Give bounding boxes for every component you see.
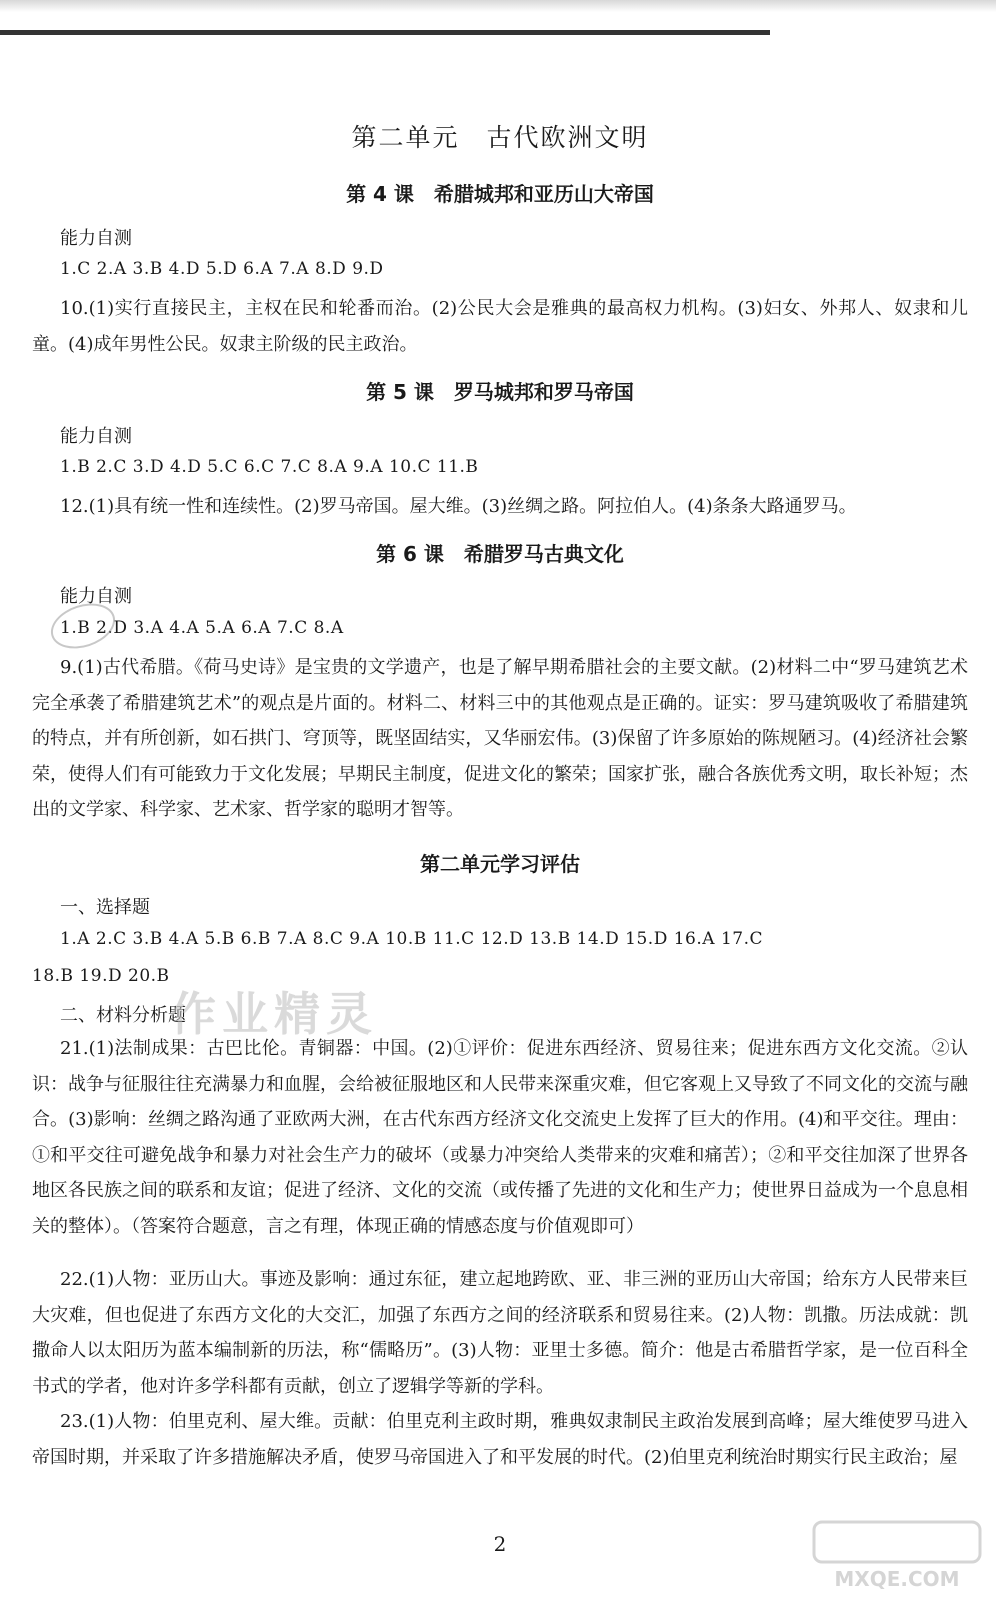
lesson-5-choice-answers: 1.B 2.C 3.D 4.D 5.C 6.C 7.C 8.A 9.A 10.C 11.B [60,457,479,477]
assessment-answers-line-1: 1.A 2.C 3.B 4.A 5.B 6.B 7.A 8.C 9.A 10.B 11.C 12.D 13.B 14.D 15.D 16.A 17.C [60,929,763,949]
lesson-6-choice-answers: 1.B 2.D 3.A 4.A 5.A 6.A 7.C 8.A [60,618,344,638]
lesson-6-q9: 9.(1)古代希腊。《荷马史诗》是宝贵的文学遗产，也是了解早期希腊社会的主要文献。(2)材料二中“罗马建筑艺术完全承袭了希腊建筑艺术”的观点是片面的。材料二、材料三中的其他观点是正确的。证实：罗马建筑吸收了希腊建筑的特点，并有所创新，如石拱门、穹顶等，既坚固结实，又华丽宏伟。(3)保留了许多原始的陈规陋习。(4)经济社会繁荣，使得人们有可能致力于文化发展；早期民主制度，促进文化的繁荣；国家扩张，融合各族优秀文明，取长补短；杰出的文学家、科学家、艺术家、哲学家的聪明才智等。 [32,657,968,820]
watermark-text: 作业精灵 [170,987,378,1041]
corner-watermark-logo [812,1520,982,1594]
assessment-section-material: 二、材料分析题 [60,1005,186,1026]
lesson-5-section: 能力自测 [60,426,132,447]
unit-title: 第二单元 古代欧洲文明 [351,123,649,152]
corner-watermark-text: MXQE.COM [834,1567,960,1591]
assessment-section-choice: 一、选择题 [60,897,150,918]
assessment-q21: 21.(1)法制成果：古巴比伦。青铜器：中国。(2)①评价：促进东西经济、贸易往来；促进东西方文化交流。②认识：战争与征服往往充满暴力和血腥，会给被征服地区和人民带来深重灾难，但它客观上又导致了不同文化的交流与融合。(3)影响：丝绸之路沟通了亚欧两大洲，在古代东西方经济文化交流史上发挥了巨大的作用。(4)和平交往。理由：①和平交往可避免战争和暴力对社会生产力的破坏（或暴力冲突给人类带来的灾难和痛苦）；②和平交往加深了世界各地区各民族之间的联系和友谊；促进了经济、文化的交流（或传播了先进的文化和生产力；使世界日益成为一个息息相关的整体）。（答案符合题意，言之有理，体现正确的情感态度与价值观即可） [32,1038,968,1237]
assessment-q22: 22.(1)人物：亚历山大。事迹及影响：通过东征，建立起地跨欧、亚、非三洲的亚历山大帝国；给东方人民带来巨大灾难，但也促进了东西方文化的大交汇，加强了东西方之间的经济联系和贸易往来。(2)人物：凯撒。历法成就：凯撒命人以太阳历为蓝本编制新的历法，称“儒略历”。(3)人物：亚里士多德。简介：他是古希腊哲学家，是一位百科全书式的学者，他对许多学科都有贡献，创立了逻辑学等新的学科。 [32,1269,968,1397]
lesson-4-choice-answers: 1.C 2.A 3.B 4.D 5.D 6.A 7.A 8.D 9.D [60,259,384,279]
lesson-4-title: 第 4 课 希腊城邦和亚历山大帝国 [346,182,654,206]
page-number: 2 [493,1532,507,1556]
lesson-4-q10: 10.(1)实行直接民主，主权在民和轮番而治。(2)公民大会是雅典的最高权力机构。(3)妇女、外邦人、奴隶和儿童。(4)成年男性公民。奴隶主阶级的民主政治。 [32,298,968,355]
lesson-5-title: 第 5 课 罗马城邦和罗马帝国 [366,380,634,404]
scan-edge-shadow [0,0,996,12]
lesson-4-section: 能力自测 [60,228,132,249]
assessment-q23: 23.(1)人物：伯里克利、屋大维。贡献：伯里克利主政时期，雅典奴隶制民主政治发展到高峰；屋大维使罗马进入帝国时期，并采取了许多措施解决矛盾，使罗马帝国进入了和平发展的时代。(2)伯里克利统治时期实行民主政治；屋 [32,1411,968,1468]
assessment-answers-line-2: 18.B 19.D 20.B [32,966,170,986]
header-rule [0,30,770,35]
lesson-6-title: 第 6 课 希腊罗马古典文化 [376,542,624,566]
assessment-title: 第二单元学习评估 [420,852,580,876]
lesson-6-section: 能力自测 [60,586,132,607]
lesson-5-q12: 12.(1)具有统一性和连续性。(2)罗马帝国。屋大维。(3)丝绸之路。阿拉伯人。(4)条条大路通罗马。 [60,496,857,517]
